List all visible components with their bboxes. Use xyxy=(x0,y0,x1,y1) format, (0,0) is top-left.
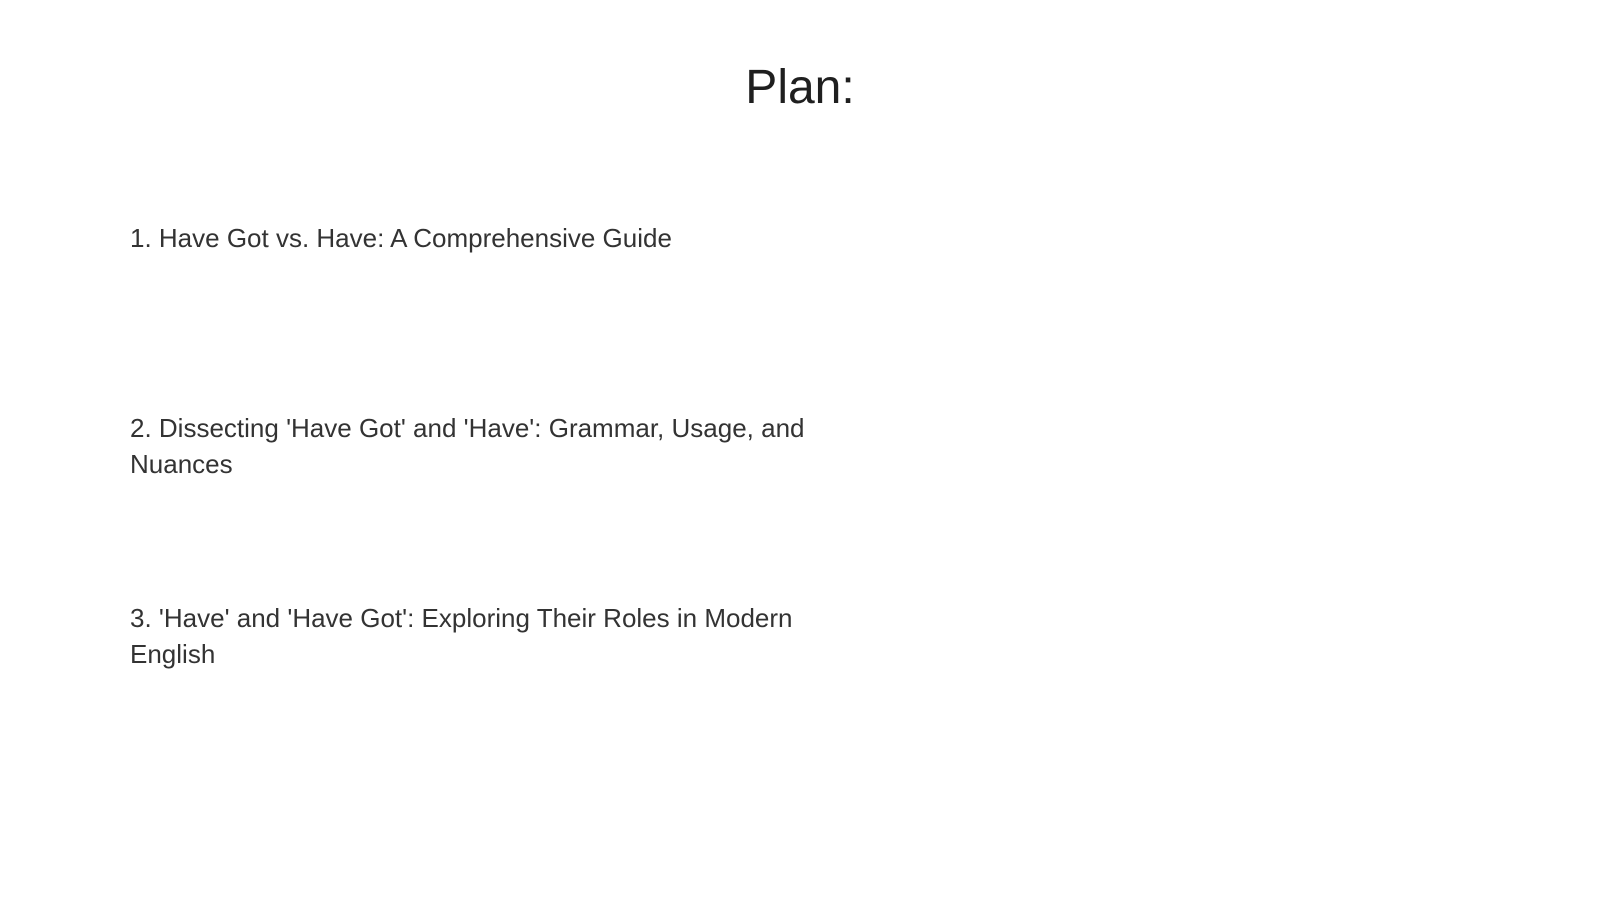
plan-item-2: 2. Dissecting 'Have Got' and 'Have': Grammar, Usage, and Nuances xyxy=(130,413,805,479)
slide-title: Plan: xyxy=(745,61,855,114)
plan-item-3: 3. 'Have' and 'Have Got': Exploring Their Roles in Modern English xyxy=(130,603,793,669)
plan-item-1: 1. Have Got vs. Have: A Comprehensive Guide xyxy=(130,223,672,253)
